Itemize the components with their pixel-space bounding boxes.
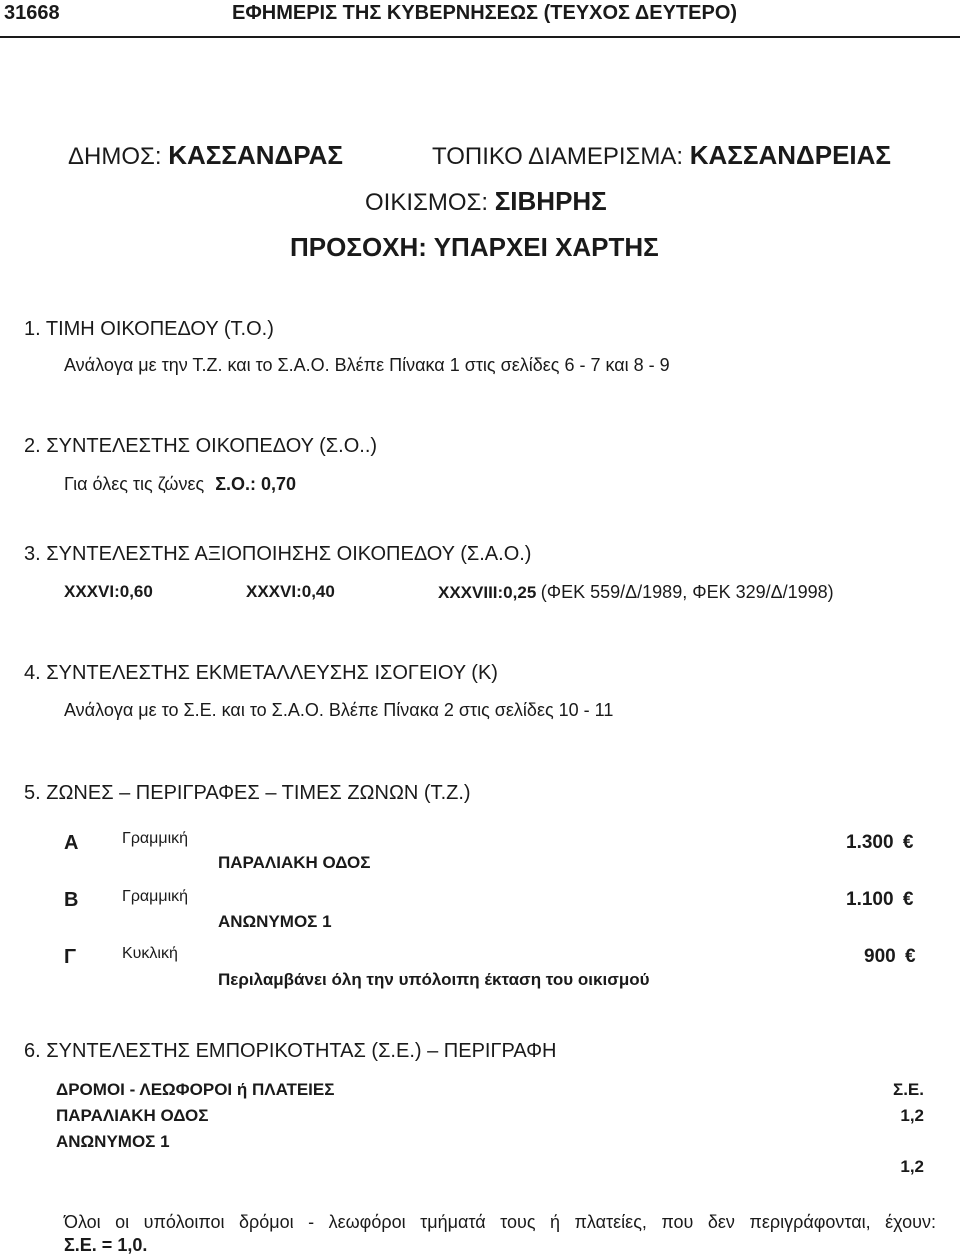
table-row-name: ΠΑΡΑΛΙΑΚΗ ΟΔΟΣ (56, 1106, 209, 1125)
section-2-label: Για όλες τις ζώνες (64, 474, 205, 494)
zone-name: ΑΝΩΝΥΜΟΣ 1 (218, 912, 332, 931)
settlement-line (365, 186, 607, 217)
section-3-value-3: XXXVIII:0,25 (438, 583, 537, 602)
zone-type: Κυκλική (122, 945, 178, 962)
zone-name: ΠΑΡΑΛΙΑΚΗ ΟΔΟΣ (218, 853, 371, 872)
municipality-value: ΚΑΣΣΑΝΔΡΑΣ (168, 140, 343, 170)
zone-letter: Β (64, 889, 79, 911)
section-2-value: Σ.Ο.: 0,70 (215, 474, 297, 494)
section-1-text: Ανάλογα με την Τ.Ζ. και το Σ.Α.Ο. Βλέπε Πίνακα 1 στις σελίδες 6 - 7 και 8 - 9 (64, 355, 670, 375)
settlement-value: ΣΙΒΗΡΗΣ (494, 186, 607, 216)
map-notice: ΠΡΟΣΟΧΗ: ΥΠΑΡΧΕΙ ΧΑΡΤΗΣ (290, 232, 659, 262)
euro-icon: € (904, 946, 916, 967)
municipality-label: ΔΗΜΟΣ: (68, 143, 162, 170)
section-3-value-3-line (438, 582, 834, 603)
section-3-heading: 3. ΣΥΝΤΕΛΕΣΤΗΣ ΑΞΙΟΠΟΙΗΣΗΣ ΟΙΚΟΠΕΔΟΥ (Σ.Α.Ο.) (24, 543, 532, 565)
district-line (432, 140, 891, 171)
euro-icon: € (902, 832, 914, 853)
section-4-heading: 4. ΣΥΝΤΕΛΕΣΤΗΣ ΕΚΜΕΤΑΛΛΕΥΣΗΣ ΙΣΟΓΕΙΟΥ (Κ) (24, 662, 498, 684)
euro-icon: € (902, 889, 914, 910)
table-row-value: 1,2 (900, 1157, 924, 1176)
section-3-fek: (ΦΕΚ 559/Δ/1989, ΦΕΚ 329/Δ/1998) (540, 582, 834, 602)
table-row-value: 1,2 (900, 1106, 924, 1125)
municipality-line (68, 140, 343, 171)
section-2-text (64, 474, 296, 495)
section-6-heading: 6. ΣΥΝΤΕΛΕΣΤΗΣ ΕΜΠΟΡΙΚΟΤΗΤΑΣ (Σ.Ε.) – ΠΕΡΙΓΡΑΦΗ (24, 1040, 557, 1062)
table-header-streets: ΔΡΟΜΟΙ - ΛΕΩΦΟΡΟΙ ή ΠΛΑΤΕΙΕΣ (56, 1080, 335, 1099)
section-3-value-1: XXXVI:0,60 (64, 582, 153, 601)
district-label: ΤΟΠΙΚΟ ΔΙΑΜΕΡΙΣΜΑ: (432, 143, 684, 170)
zone-price: 1.300 € (846, 832, 914, 853)
zone-price: 900 € (864, 946, 916, 967)
zone-name: Περιλαμβάνει όλη την υπόλοιπη έκταση του οικισμού (218, 970, 650, 989)
section-1-heading: 1. ΤΙΜΗ ΟΙΚΟΠΕΔΟΥ (Τ.Ο.) (24, 318, 274, 340)
header-divider (0, 36, 960, 38)
district-value: ΚΑΣΣΑΝΔΡΕΙΑΣ (689, 140, 892, 170)
zone-letter: Γ (64, 946, 77, 968)
settlement-label: ΟΙΚΙΣΜΟΣ: (365, 189, 489, 216)
zone-type: Γραμμική (122, 830, 189, 847)
page-number: 31668 (4, 2, 60, 24)
zone-letter: Α (64, 832, 79, 854)
gazette-title: ΕΦΗΜΕΡΙΣ ΤΗΣ ΚΥΒΕΡΝΗΣΕΩΣ (ΤΕΥΧΟΣ ΔΕΥΤΕΡΟ) (232, 2, 738, 24)
section-2-heading: 2. ΣΥΝΤΕΛΕΣΤΗΣ ΟΙΚΟΠΕΔΟΥ (Σ.Ο..) (24, 435, 378, 457)
section-3-value-2: XXXVI:0,40 (246, 582, 335, 601)
zone-type: Γραμμική (122, 888, 189, 905)
section-4-text: Ανάλογα με το Σ.Ε. και το Σ.Α.Ο. Βλέπε Πίνακα 2 στις σελίδες 10 - 11 (64, 700, 614, 720)
table-row-name: ΑΝΩΝΥΜΟΣ 1 (56, 1132, 170, 1151)
footnote-line-2: Σ.Ε. = 1,0. (64, 1235, 148, 1255)
footnote-line-1: Όλοι οι υπόλοιποι δρόμοι - λεωφόροι τμήματά τους ή πλατείες, που δεν περιγράφονται, έχουν: (64, 1212, 936, 1232)
section-5-heading: 5. ΖΩΝΕΣ – ΠΕΡΙΓΡΑΦΕΣ – ΤΙΜΕΣ ΖΩΝΩΝ (Τ.Ζ.) (24, 782, 471, 804)
zone-price: 1.100 € (846, 889, 914, 910)
table-header-se: Σ.Ε. (893, 1080, 924, 1099)
